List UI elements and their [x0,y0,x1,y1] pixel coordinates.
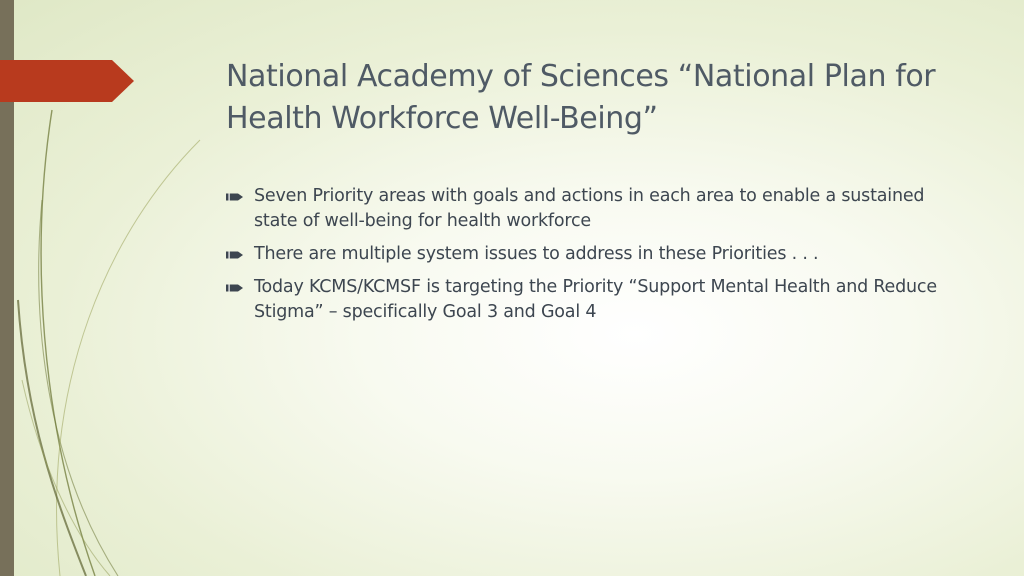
bullet-text: There are multiple system issues to address in these Priorities . . . [254,244,819,264]
arrow-tab-icon [0,60,134,102]
pencil-arrow-icon [226,192,244,202]
bullet-item [226,242,966,267]
pencil-arrow-icon [226,283,244,293]
pencil-arrow-icon [226,250,244,260]
bullet-item [226,275,966,325]
slide-title: National Academy of Sciences “National Plan for Health Workforce Well-Being” [226,59,936,136]
bullet-item [226,184,966,234]
bullet-text: Today KCMS/KCMSF is targeting the Priority “Support Mental Health and Reduce Stigma” – specifically Goal 3 and Goal 4 [254,277,937,322]
bullet-list [226,184,966,333]
bullet-text: Seven Priority areas with goals and actions in each area to enable a sustained state of well-being for health workforce [254,186,925,231]
